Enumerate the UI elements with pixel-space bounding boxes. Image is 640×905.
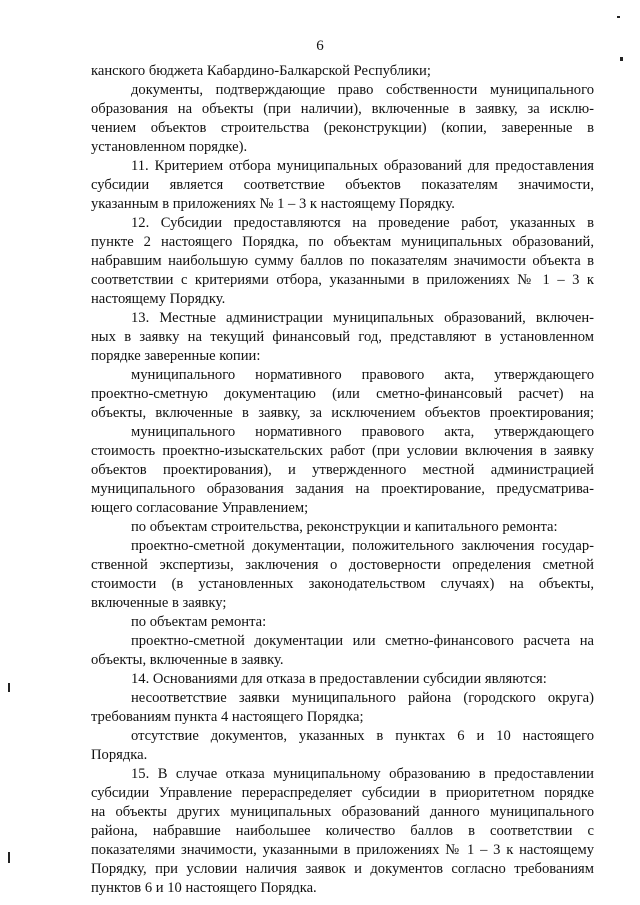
scan-mark bbox=[617, 16, 620, 18]
text-line: 14. Основаниями для отказа в предоставлении субсидии являются: bbox=[131, 671, 547, 687]
text-line: несоответствие заявки муниципального района (городского округа) bbox=[131, 690, 594, 706]
text-line: объекты, включенные в заявку. bbox=[91, 652, 284, 668]
text-line: проектно-сметной документации, положительного заключения государ- bbox=[131, 538, 594, 554]
text-line: муниципального образования задания на проектирование, предусматрива- bbox=[91, 481, 594, 497]
text-line: 15. В случае отказа муниципальному образованию в предоставлении bbox=[131, 766, 594, 782]
text-line: субсидии Управление перераспределяет субсидии в приоритетном порядке bbox=[91, 785, 594, 801]
text-line: соответствии с критериями отбора, указанными в приложениях № 1 – 3 к bbox=[91, 272, 594, 288]
text-line: ственной экспертизы, заключения о достоверности определения сметной bbox=[91, 557, 594, 573]
text-line: стоимость проектно-изыскательских работ (при условии включения в заявку bbox=[91, 443, 594, 459]
text-line: района, набравшие наибольшее количество баллов в соответствии с bbox=[91, 823, 594, 839]
text-line: 11. Критерием отбора муниципальных образований для предоставления bbox=[131, 158, 594, 174]
text-line: включенные в заявку; bbox=[91, 595, 227, 611]
text-line: документы, подтверждающие право собственности муниципального bbox=[131, 82, 594, 98]
text-line: порядке заверенные копии: bbox=[91, 348, 261, 364]
text-line: установленном порядке). bbox=[91, 139, 248, 155]
text-line: настоящему Порядку. bbox=[91, 291, 226, 307]
text-line: Порядка. bbox=[91, 747, 148, 763]
text-line: образования на объекты (при наличии), включенные в заявку, за исклю- bbox=[91, 101, 594, 117]
text-line: требованиям пункта 4 настоящего Порядка; bbox=[91, 709, 364, 725]
document-body bbox=[91, 62, 594, 898]
text-line: на объекты других муниципальных образований данного муниципального bbox=[91, 804, 594, 820]
text-line: субсидии является соответствие объектов показателям значимости, bbox=[91, 177, 594, 193]
text-line: объекты, включенные в заявку, за исключением объектов проектирования; bbox=[91, 405, 594, 421]
text-line: по объектам ремонта: bbox=[131, 614, 267, 630]
text-line: набравшим наибольшую сумму баллов по показателям значимости объекта в bbox=[91, 253, 594, 269]
text-line: 12. Субсидии предоставляются на проведение работ, указанных в bbox=[131, 215, 594, 231]
text-line: показателями значимости, указанными в приложениях № 1 – 3 к настоящему bbox=[91, 842, 594, 858]
text-line: Порядку, при условии наличия заявок и документов согласно требованиям bbox=[91, 861, 594, 877]
text-line: проектно-сметной документации или сметно-финансового расчета на bbox=[131, 633, 594, 649]
text-line: муниципального нормативного правового акта, утверждающего bbox=[131, 367, 594, 383]
text-line: объектов проектирования), и утвержденного местной администрацией bbox=[91, 462, 594, 478]
scan-mark bbox=[620, 57, 623, 61]
text-line: муниципального нормативного правового акта, утверждающего bbox=[131, 424, 594, 440]
text-line: ющего согласование Управлением; bbox=[91, 500, 309, 516]
text-line: отсутствие документов, указанных в пунктах 6 и 10 настоящего bbox=[131, 728, 594, 744]
text-line: ных в заявку на текущий финансовый год, представляют в установленном bbox=[91, 329, 594, 345]
page-number: 6 bbox=[316, 38, 324, 54]
scan-mark bbox=[8, 683, 10, 692]
text-line: указанным в приложениях № 1 – 3 к настоящему Порядку. bbox=[91, 196, 455, 212]
text-line: канского бюджета Кабардино-Балкарской Республики; bbox=[91, 63, 431, 79]
scan-mark bbox=[8, 852, 10, 863]
text-line: пункте 2 настоящего Порядка, по объектам муниципальных образований, bbox=[91, 234, 594, 250]
text-line: проектно-сметную документацию (или сметно-финансовый расчет) на bbox=[91, 386, 594, 402]
text-line: стоимости (в установленных законодательством случаях) на объекты, bbox=[91, 576, 594, 592]
text-line: по объектам строительства, реконструкции и капитального ремонта: bbox=[131, 519, 558, 535]
text-line: чением объектов строительства (реконструкции) (копии, заверенные в bbox=[91, 120, 594, 136]
text-line: пунктов 6 и 10 настоящего Порядка. bbox=[91, 880, 317, 896]
text-line: 13. Местные администрации муниципальных образований, включен- bbox=[131, 310, 594, 326]
